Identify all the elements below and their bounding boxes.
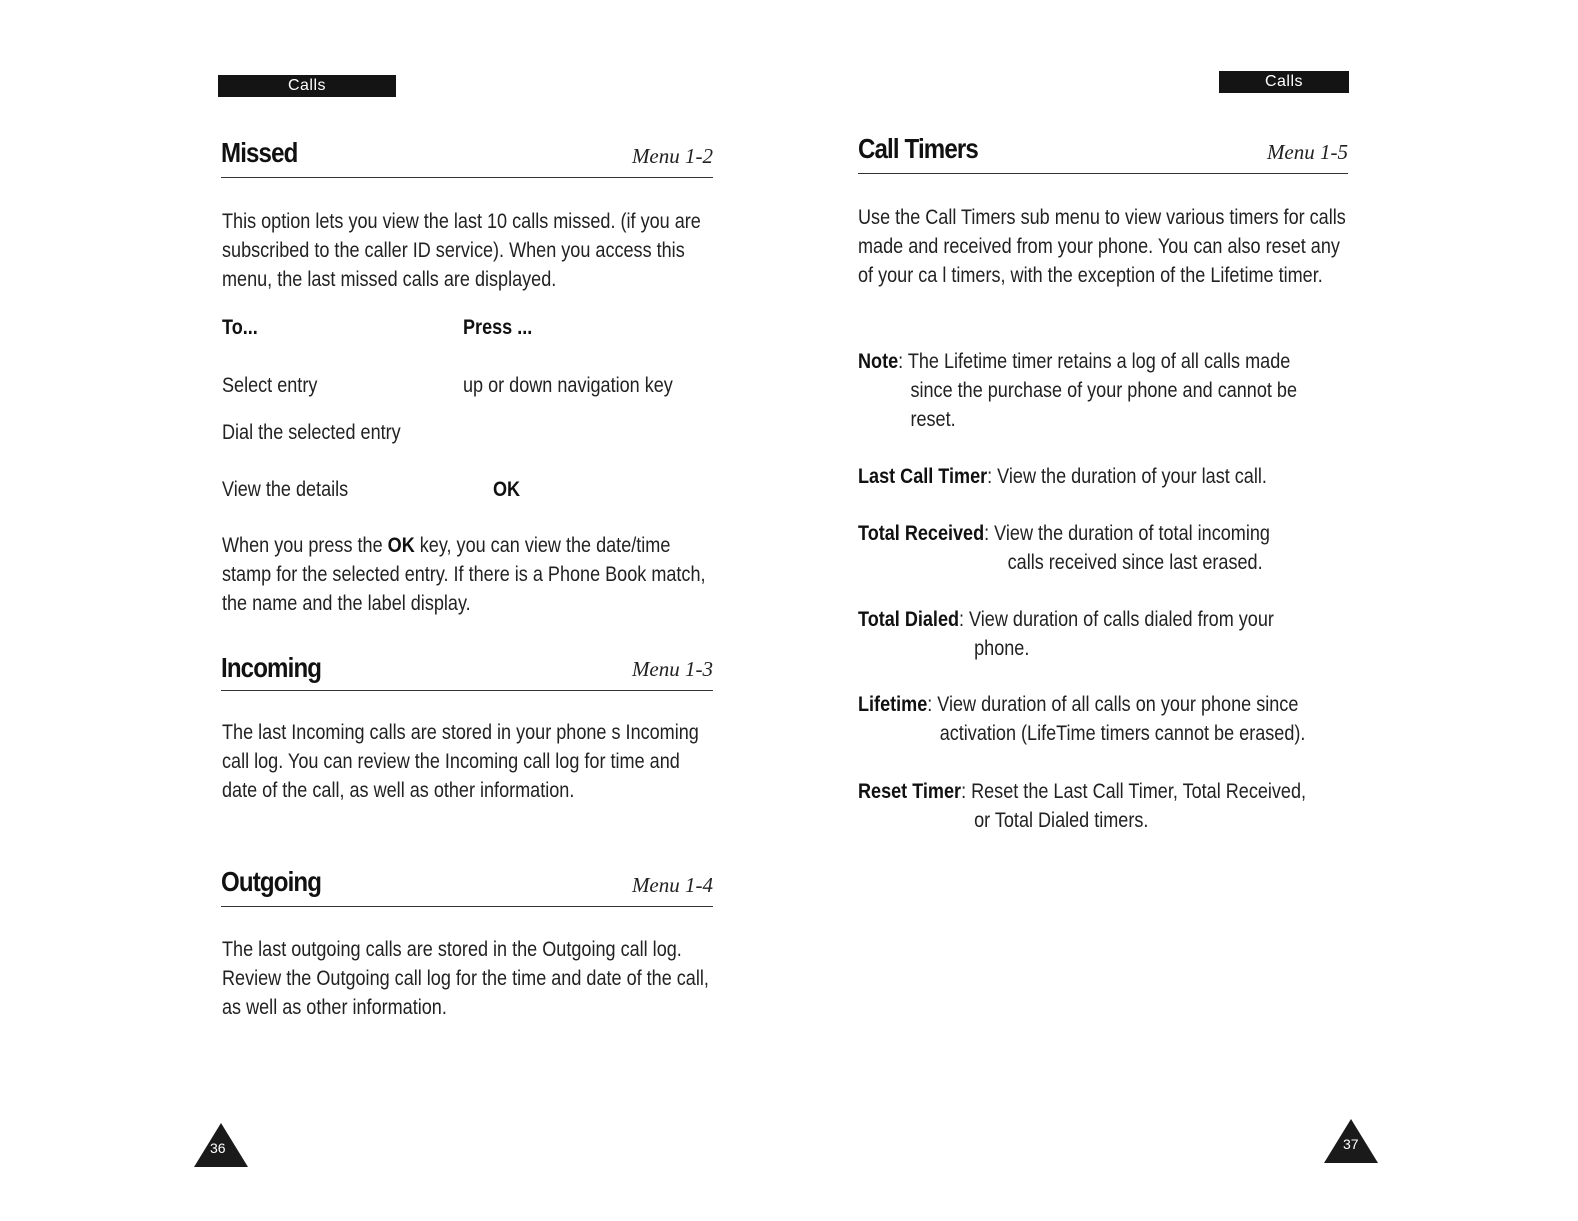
rule-call-timers <box>858 173 1348 174</box>
note-term: Note <box>858 350 899 373</box>
table-row-press: OK <box>493 478 521 501</box>
section-tab-calls-right: Calls <box>1219 71 1349 93</box>
timer-item-lifetime <box>858 690 1374 748</box>
heading-outgoing: Outgoing <box>221 866 322 897</box>
table-row-press: up or down navigation key <box>463 374 673 397</box>
menu-ref-missed: Menu 1-2 <box>631 144 713 168</box>
note-block <box>858 347 1348 434</box>
menu-ref-incoming: Menu 1-3 <box>631 657 713 681</box>
timer-term: Last Call Timer <box>858 465 988 488</box>
rule-outgoing <box>221 906 713 907</box>
heading-incoming: Incoming <box>221 652 322 683</box>
timer-desc-cont: activation (LifeTime timers cannot be erased). <box>939 722 1306 745</box>
timer-term: Total Received <box>858 522 985 545</box>
timer-desc: : View the duration of your last call. <box>987 465 1267 488</box>
timer-desc: : View duration of calls dialed from your <box>959 608 1274 631</box>
timer-term: Lifetime <box>858 693 928 716</box>
incoming-body: The last Incoming calls are stored in your phone s Incoming call log. You can review the Incoming call log for time and date of the call, as well as other information. <box>222 721 699 802</box>
missed-intro: This option lets you view the last 10 calls missed. (if you are subscribed to the caller ID service). When you access this menu, the last missed calls are displayed. <box>222 210 701 291</box>
call-timers-intro: Use the Call Timers sub menu to view various timers for calls made and received from your phone. You can also reset any of your ca l timers, with the exception of the Lifetime timer. <box>858 206 1346 287</box>
heading-missed: Missed <box>221 137 298 168</box>
timer-term: Reset Timer <box>858 780 962 803</box>
outgoing-body: The last outgoing calls are stored in the Outgoing call log. Review the Outgoing call log for the time and date of the call, as well as other information. <box>222 938 709 1019</box>
table-row-to: Select entry <box>222 374 318 397</box>
section-tab-calls-left: Calls <box>218 75 396 97</box>
note-continuation: since the purchase of your phone and cannot be reset. <box>910 379 1298 431</box>
timer-desc-cont: phone. <box>974 637 1030 660</box>
column-header-press: Press ... <box>463 316 533 339</box>
timer-desc-cont: calls received since last erased. <box>1007 551 1263 574</box>
timer-item-last-call <box>858 462 1374 491</box>
rule-incoming <box>221 690 713 691</box>
timer-item-total-received <box>858 519 1374 577</box>
text-run: When you press the <box>222 534 388 557</box>
timer-desc-cont: or Total Dialed timers. <box>974 809 1149 832</box>
text-run: key, you can view the date/time stamp for the selected entry. If there is a Phone Book match, the name and the label display. <box>222 534 706 615</box>
menu-ref-call-timers: Menu 1-5 <box>1266 140 1348 164</box>
heading-call-timers: Call Timers <box>858 133 978 164</box>
menu-ref-outgoing: Menu 1-4 <box>631 873 713 897</box>
timer-desc: : View the duration of total incoming <box>984 522 1270 545</box>
page-number-label: 37 <box>1343 1136 1359 1152</box>
page-number-label: 36 <box>210 1140 226 1156</box>
missed-details-paragraph <box>222 531 712 618</box>
column-header-to: To... <box>222 316 258 339</box>
table-row-to: Dial the selected entry <box>222 421 401 444</box>
timer-item-total-dialed <box>858 605 1374 663</box>
timer-desc: : Reset the Last Call Timer, Total Received, <box>961 780 1307 803</box>
note-line: : The Lifetime timer retains a log of all calls made <box>898 350 1291 373</box>
timer-item-reset <box>858 777 1374 835</box>
timer-desc: : View duration of all calls on your phone since <box>927 693 1299 716</box>
ok-key-label: OK <box>387 534 415 557</box>
timer-term: Total Dialed <box>858 608 960 631</box>
table-row-to: View the details <box>222 478 349 501</box>
rule-missed <box>221 177 713 178</box>
